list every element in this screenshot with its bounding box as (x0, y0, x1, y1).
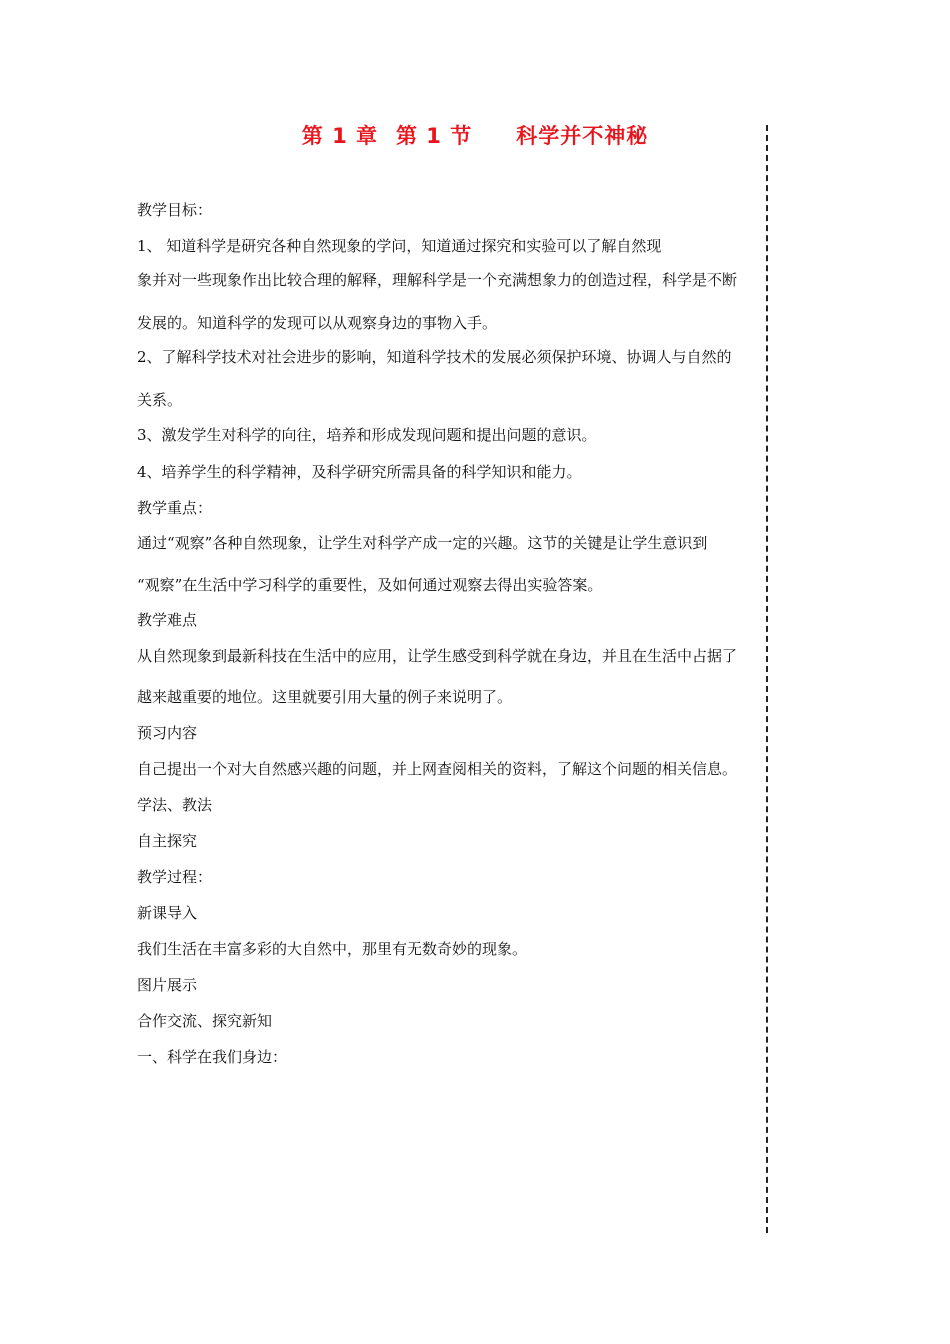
title-section: 第 1 节 (396, 124, 473, 148)
heading-cooperation: 合作交流、探究新知 (137, 1012, 273, 1030)
heading-science-around-us: 一、科学在我们身边： (137, 1048, 288, 1066)
introduction-content: 我们生活在丰富多彩的大自然中，那里有无数奇妙的现象。 (137, 940, 528, 958)
title-name: 科学并不神秘 (516, 124, 649, 148)
objective-3: 3、激发学生对科学的向往，培养和形成发现问题和提出问题的意识。 (137, 426, 597, 444)
heading-methods: 学法、教法 (137, 796, 213, 814)
objective-2-line-1: 2、了解科学技术对社会进步的影响，知道科学技术的发展必须保护环境、协调人与自然的 (137, 348, 732, 366)
heading-objectives: 教学目标： (137, 201, 213, 219)
title-chapter: 第 1 章 (301, 124, 378, 148)
difficulties-line-2: 越来越重要的地位。这里就要引用大量的例子来说明了。 (137, 688, 513, 706)
objective-2-line-2: 关系。 (137, 391, 183, 409)
heading-key-points: 教学重点： (137, 499, 213, 517)
dashed-cut-line (766, 125, 768, 1233)
objective-1-line-3: 发展的。知道科学的发现可以从观察身边的事物入手。 (137, 314, 498, 332)
heading-process: 教学过程： (137, 868, 213, 886)
preview-content: 自己提出一个对大自然感兴趣的问题，并上网查阅相关的资料，了解这个问题的相关信息。 (137, 760, 738, 778)
objective-1-line-1: 1、 知道科学是研究各种自然现象的学问，知道通过探究和实验可以了解自然现 (137, 237, 662, 255)
heading-difficulties: 教学难点 (137, 611, 198, 629)
heading-introduction: 新课导入 (137, 904, 198, 922)
objective-4: 4、培养学生的科学精神，及科学研究所需具备的科学知识和能力。 (137, 463, 582, 481)
key-points-line-1: 通过“观察”各种自然现象，让学生对科学产成一定的兴趣。这节的关键是让学生意识到 (137, 534, 708, 552)
difficulties-line-1: 从自然现象到最新科技在生活中的应用，让学生感受到科学就在身边，并且在生活中占据了 (137, 647, 738, 665)
key-points-line-2: “观察”在生活中学习科学的重要性，及如何通过观察去得出实验答案。 (137, 576, 603, 594)
methods-content: 自主探究 (137, 832, 198, 850)
heading-image-display: 图片展示 (137, 976, 198, 994)
objective-1-line-2: 象并对一些现象作出比较合理的解释，理解科学是一个充满想象力的创造过程，科学是不断 (137, 271, 738, 289)
heading-preview: 预习内容 (137, 724, 198, 742)
lesson-title (0, 120, 950, 150)
